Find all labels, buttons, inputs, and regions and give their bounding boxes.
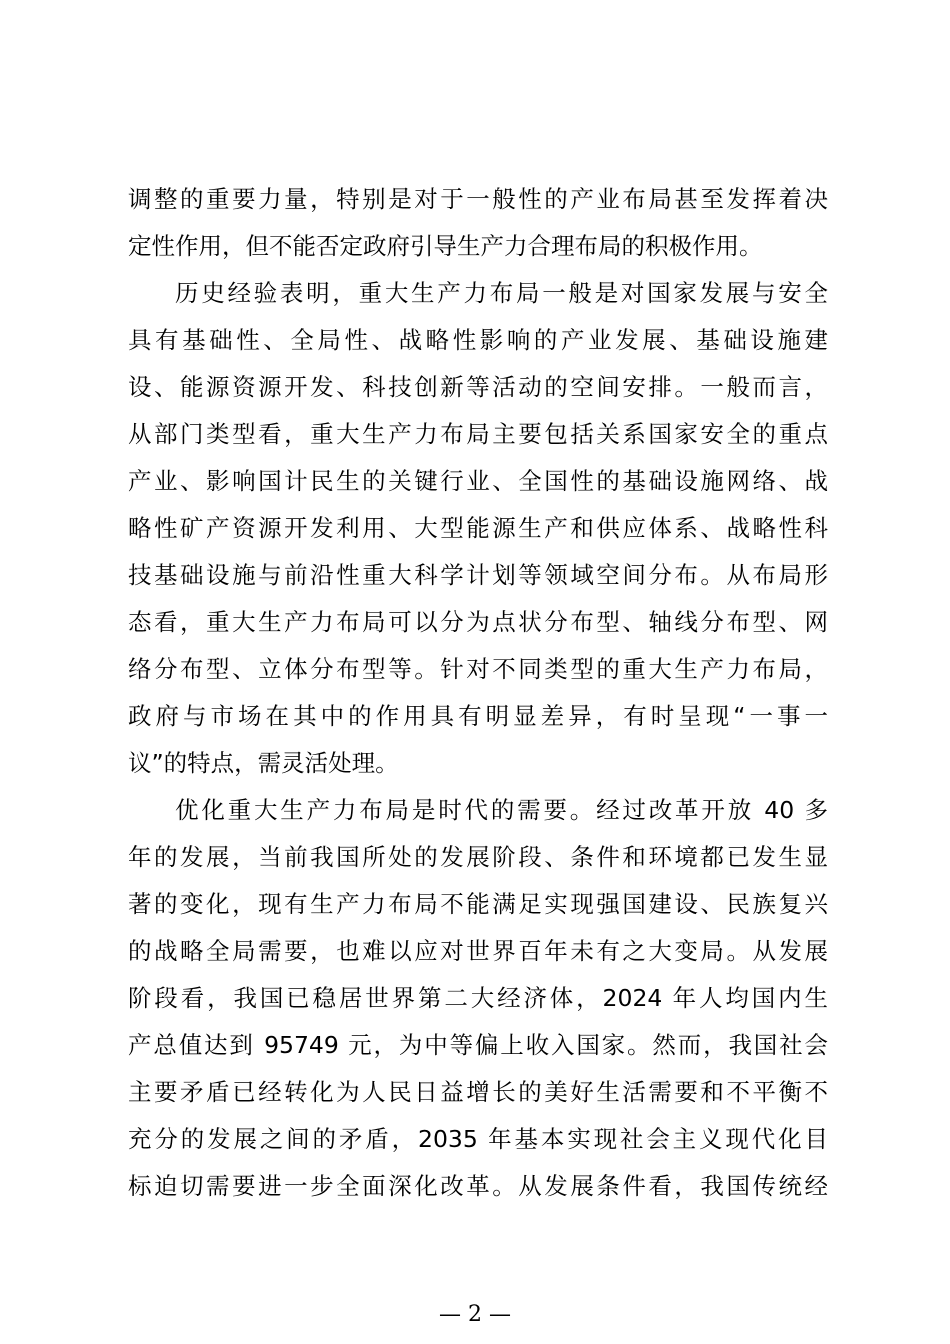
text-line: 态看，重大生产力布局可以分为点状分布型、轴线分布型、网 <box>128 608 828 636</box>
text-line: 的战略全局需要，也难以应对世界百年未有之大变局。从发展 <box>128 937 828 965</box>
text-line: 略性矿产资源开发利用、大型能源生产和供应体系、战略性科 <box>128 514 828 542</box>
text-line: 充分的发展之间的矛盾，2035 年基本实现社会主义现代化目 <box>128 1125 828 1153</box>
text-line: 优化重大生产力布局是时代的需要。经过改革开放 40 多 <box>175 796 828 824</box>
text-line: 著的变化，现有生产力布局不能满足实现强国建设、民族复兴 <box>128 890 828 918</box>
text-line: 主要矛盾已经转化为人民日益增长的美好生活需要和不平衡不 <box>128 1078 828 1106</box>
text-line: 设、能源资源开发、科技创新等活动的空间安排。一般而言， <box>128 373 828 401</box>
text-line: 历史经验表明，重大生产力布局一般是对国家发展与安全 <box>175 279 828 307</box>
text-line: 议”的特点，需灵活处理。 <box>128 749 399 777</box>
page-number: — 2 — <box>439 1302 511 1327</box>
text-line: 调整的重要力量，特别是对于一般性的产业布局甚至发挥着决 <box>128 185 828 213</box>
text-line: 具有基础性、全局性、战略性影响的产业发展、基础设施建 <box>128 326 828 354</box>
text-line: 络分布型、立体分布型等。针对不同类型的重大生产力布局， <box>128 655 828 683</box>
text-line: 从部门类型看，重大生产力布局主要包括关系国家安全的重点 <box>128 420 828 448</box>
text-line: 政府与市场在其中的作用具有明显差异，有时呈现“一事一 <box>128 702 828 730</box>
text-line: 定性作用，但不能否定政府引导生产力合理布局的积极作用。 <box>128 232 763 260</box>
text-line: 产业、影响国计民生的关键行业、全国性的基础设施网络、战 <box>128 467 828 495</box>
text-line: 标迫切需要进一步全面深化改革。从发展条件看，我国传统经 <box>128 1172 828 1200</box>
text-line: 技基础设施与前沿性重大科学计划等领域空间分布。从布局形 <box>128 561 828 589</box>
text-line: 年的发展，当前我国所处的发展阶段、条件和环境都已发生显 <box>128 843 828 871</box>
text-line: 产总值达到 95749 元，为中等偏上收入国家。然而，我国社会 <box>128 1031 828 1059</box>
text-line: 阶段看，我国已稳居世界第二大经济体，2024 年人均国内生 <box>128 984 828 1012</box>
document-body <box>128 176 828 1210</box>
